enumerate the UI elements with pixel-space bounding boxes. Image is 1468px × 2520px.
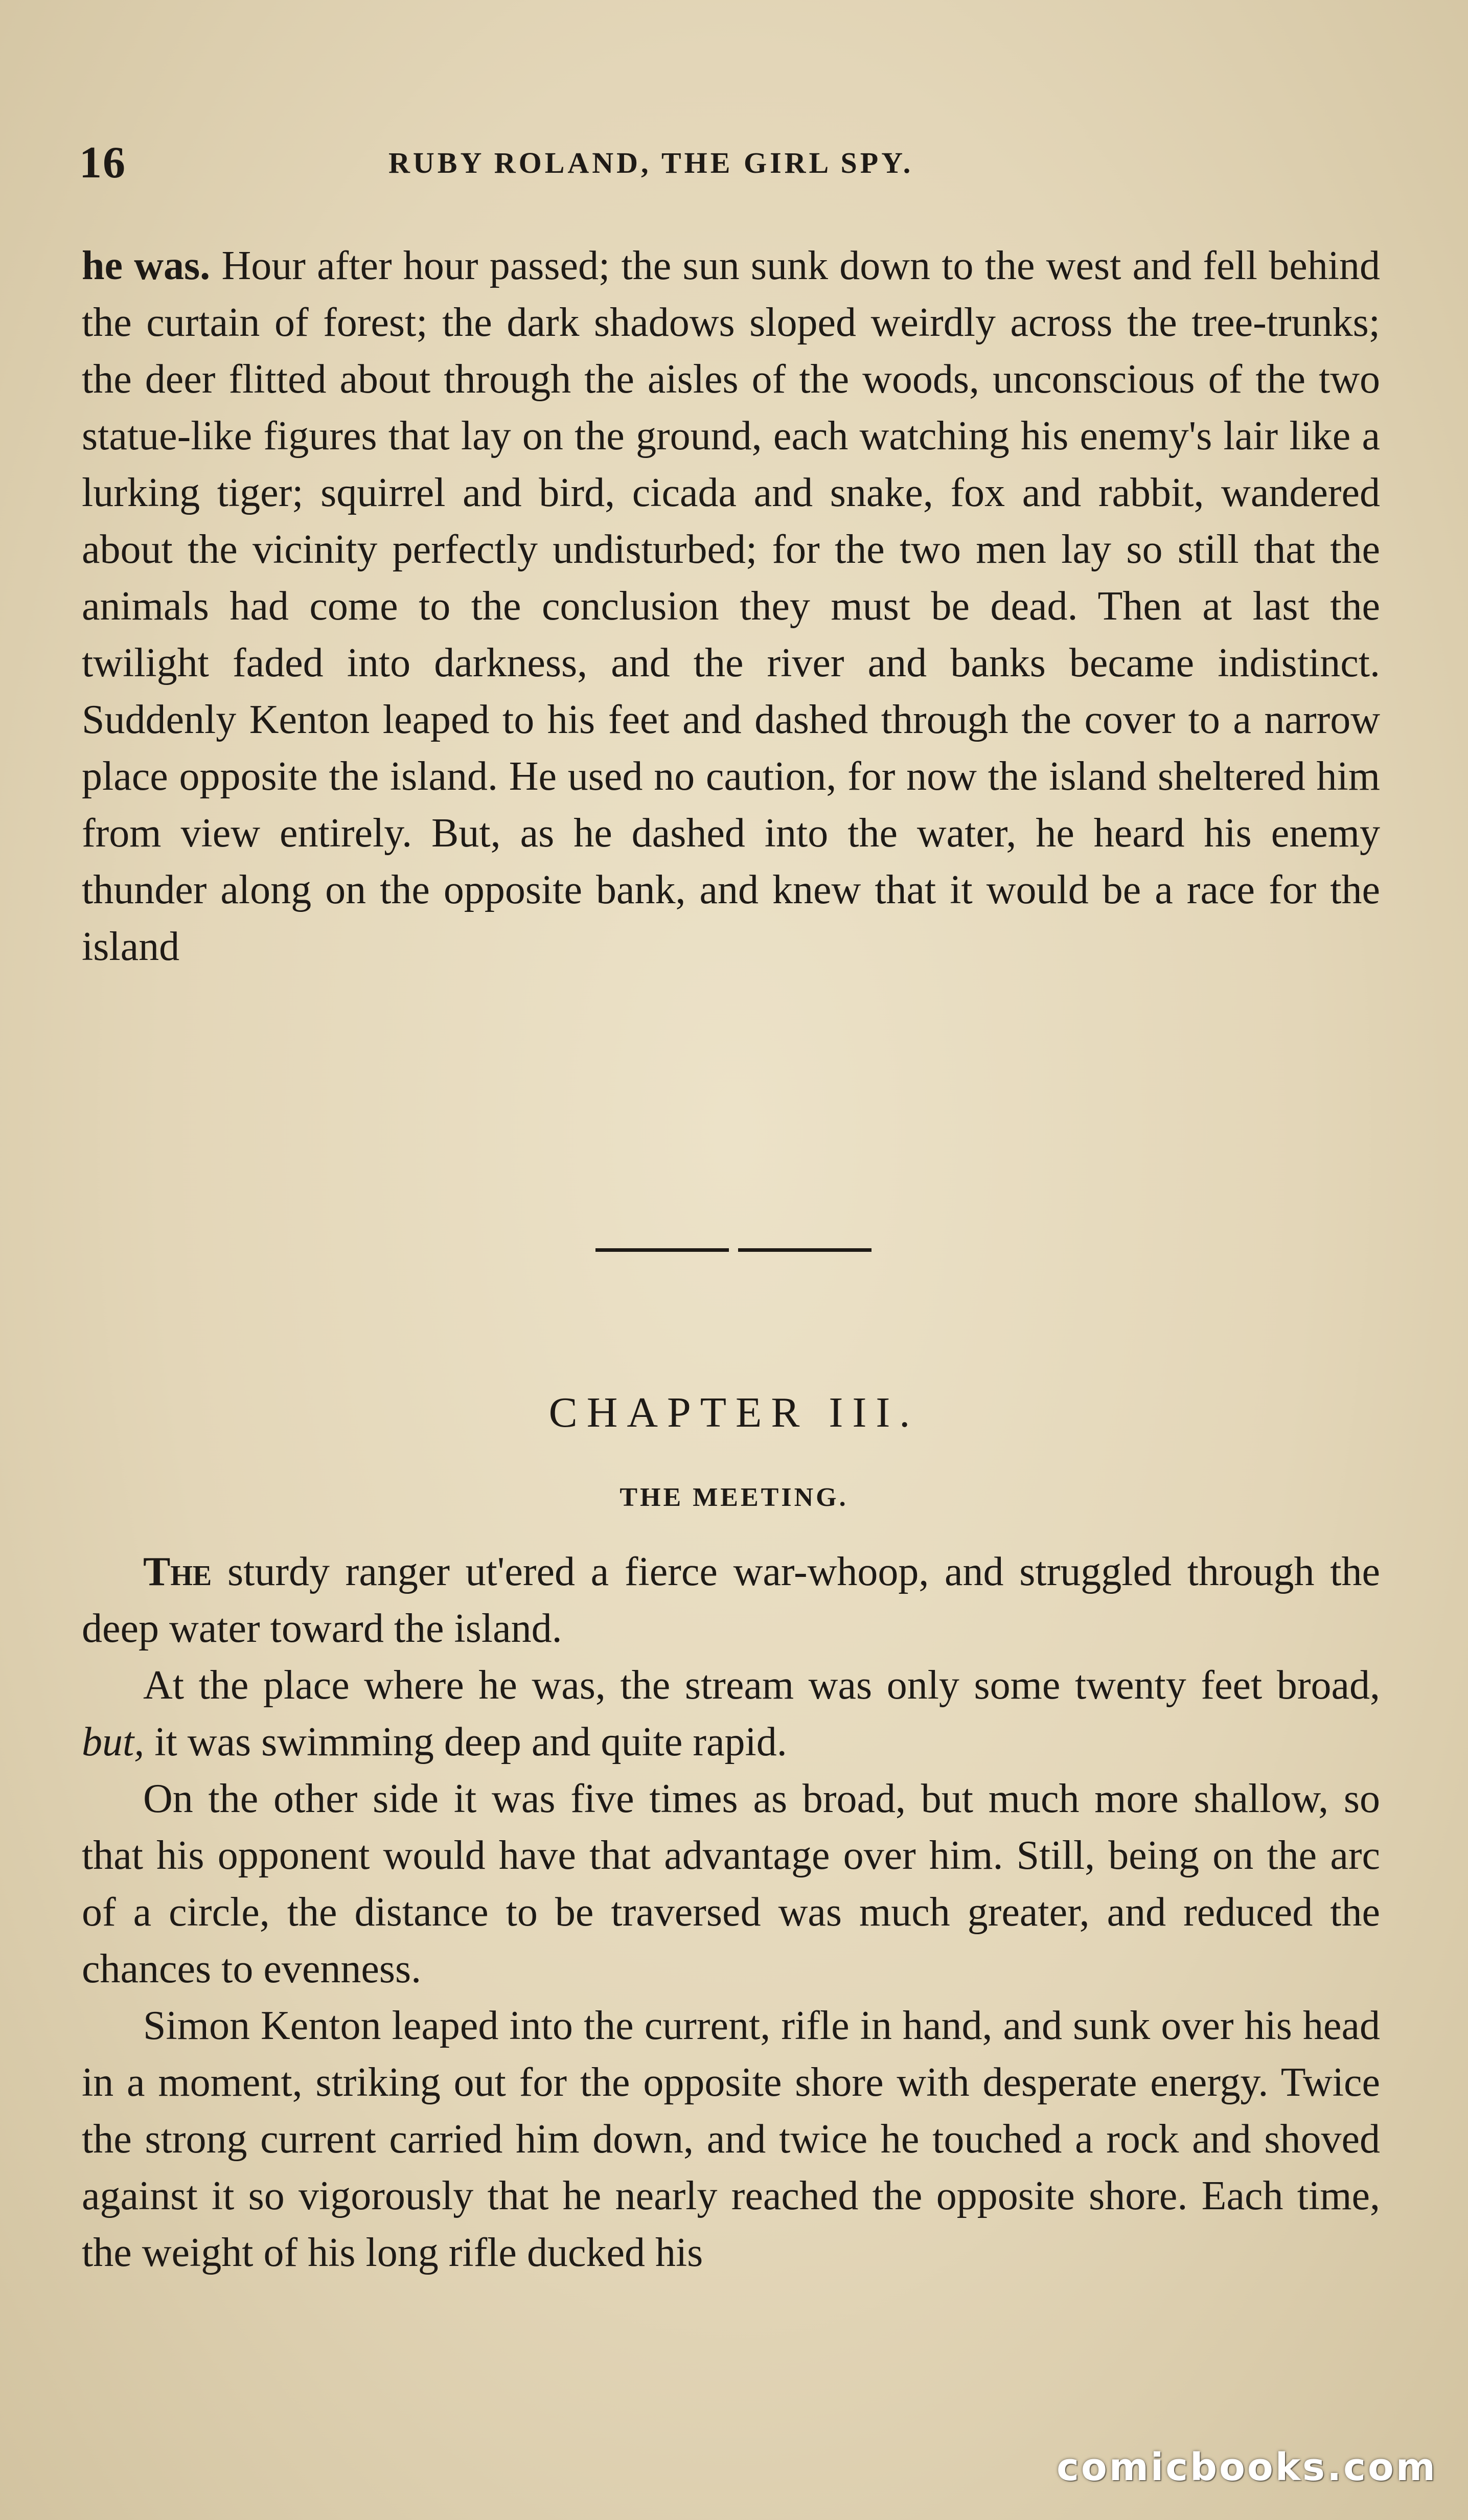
paragraph-emphasis: but, [82, 1720, 145, 1765]
running-title: RUBY ROLAND, THE GIRL SPY. [388, 146, 914, 179]
paragraph [82, 1544, 1380, 1657]
paragraph-lead: The [143, 1549, 212, 1594]
divider-rule-right [738, 1248, 871, 1253]
body-text-section-2 [82, 1544, 1380, 2281]
paragraph: Simon Kenton leaped into the current, rifle in hand, and sunk over his head in a moment, striking out for the opposite shore with desperate energy. Twice the strong current carried him down, and twice he touched a rock and shoved against it so vigorously that he nearly reached the opposite shore. Each time, the weight of his long rifle ducked his [82, 2003, 1380, 2275]
paragraph-part: At the place where he was, the stream was only some twenty feet broad, [143, 1663, 1380, 1708]
paragraph-body: sturdy ranger ut'ered a fierce war-whoop, and struggled through the deep water toward the island. [82, 1549, 1380, 1651]
body-text-section-1 [82, 238, 1380, 975]
paragraph-part: it was swimming deep and quite rapid. [154, 1720, 787, 1765]
section-divider [595, 1248, 871, 1253]
chapter-title: CHAPTER III. [548, 1389, 920, 1436]
paragraph-body: Hour after hour passed; the sun sunk down to the west and fell behind the curtain of forest; the dark shadows sloped weirdly across the tree-trunks; the deer flitted about through the aisles of the woods, unconscious of the two statue-like figures that lay on the ground, each watching his enemy's lair like a lurking tiger; squirrel and bird, cicada and snake, fox and rabbit, wandered about the vicinity perfectly undisturbed; for the two men lay so still that the animals had come to the conclusion they must be dead. Then at last the twilight faded into darkness, and the river and banks became indistinct. Suddenly Kenton leaped to his feet and dashed through the cover to a narrow place opposite the island. He used no caution, for now the island sheltered him from view entirely. But, as he dashed into the water, he heard his enemy thunder along on the opposite bank, and knew that it would be a race for the island [82, 243, 1381, 969]
paragraph-lead: he was. [82, 243, 211, 288]
chapter-subtitle: THE MEETING. [620, 1483, 848, 1512]
paragraph [82, 238, 1380, 975]
page-number: 16 [79, 138, 126, 188]
watermark: comicbooks.com [1057, 2445, 1437, 2489]
divider-rule-left [595, 1248, 729, 1253]
paragraph: On the other side it was five times as broad, but much more shallow, so that his opponent would have that advantage over him. Still, being on the arc of a circle, the distance to be traversed was much greater, and reduced the chances to evenness. [82, 1776, 1380, 1991]
paragraph [82, 1657, 1380, 1771]
